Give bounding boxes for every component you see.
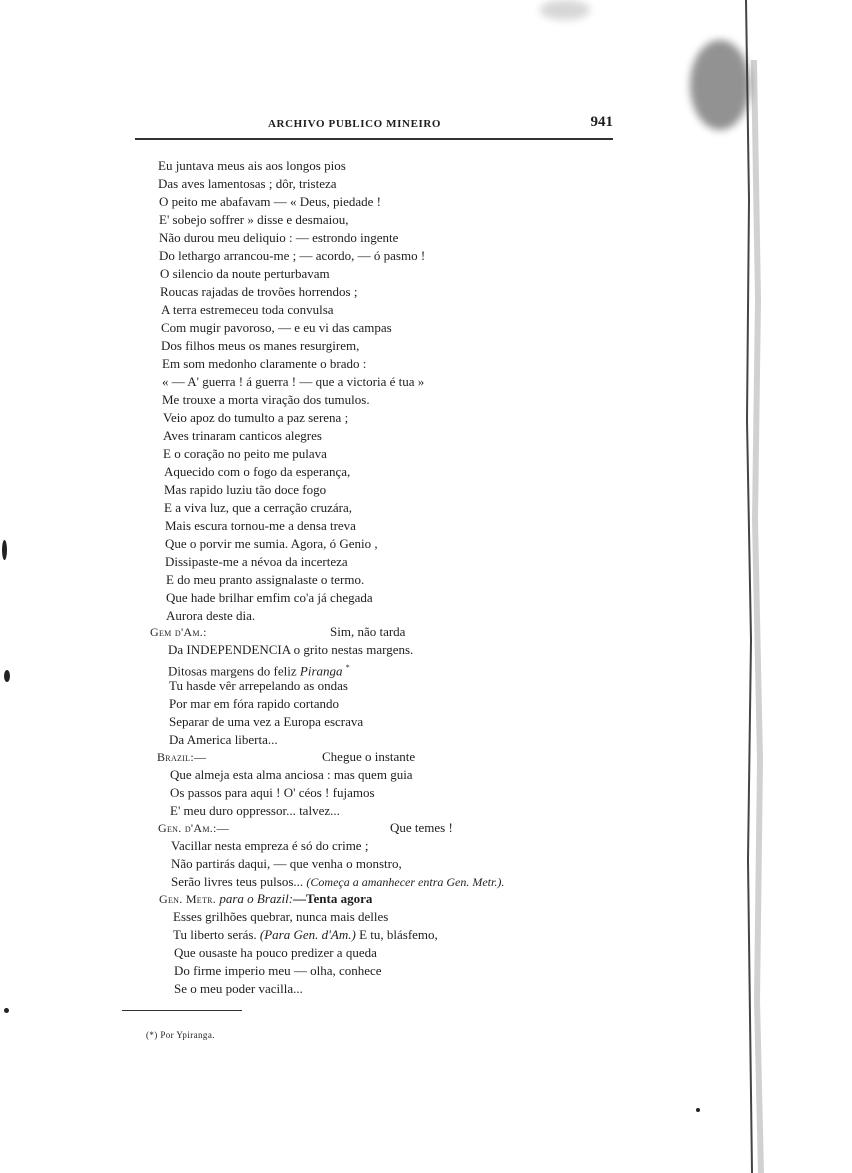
margin-speck [696,1108,700,1112]
speaker-name: Gen. d'Am.:— [158,821,229,835]
verse-line: Eu juntava meus ais aos longos pios [158,158,346,173]
speaker-line [159,890,372,908]
verse-line: Que ousaste ha pouco predizer a queda [174,945,377,960]
verse-line: Mais escura tornou-me a densa treva [165,518,356,533]
verse-line: Que hade brilhar emfim co'a já chegada [166,590,373,605]
speech-text: Sim, não tarda [330,624,406,639]
verse-line: Vacillar nesta empreza é só do crime ; [171,838,369,853]
verse-line: Não partirás daqui, — que venha o monstro, [171,856,402,871]
page-binding-edge [740,0,770,1173]
verse-line: Em som medonho claramente o brado : [162,356,367,371]
verse-line [171,873,504,891]
verse-line: Aves trinaram canticos alegres [163,428,322,443]
verse-line: Do lethargo arrancou-me ; — acordo, — ó pasmo ! [159,248,426,263]
verse-line: E' sobejo soffrer » disse e desmaiou, [159,212,349,227]
verse-line: Da America liberta... [169,732,278,747]
verse-line: E do meu pranto assignalaste o termo. [166,572,365,587]
ink-stain-small [540,0,590,20]
verse-line: O silencio da noute perturbavam [160,266,330,281]
stage-direction: para o Brazil: [219,891,294,906]
verse-line: Dos filhos meus os manes resurgirem, [161,338,360,353]
verse-text: Tu liberto serás. [173,927,257,942]
header-rule [135,138,613,140]
page-number: 941 [590,114,613,130]
margin-speck [4,670,10,682]
verse-line: Não durou meu deliquio : — estrondo ingente [159,230,399,245]
verse-line: Que o porvir me sumia. Agora, ó Genio , [165,536,378,551]
footnote-marker: * [345,663,350,672]
verse-text: E tu, blásfemo, [359,927,438,942]
footnote: (*) Por Ypiranga. [146,1030,215,1040]
speaker-line [157,748,416,766]
speaker-line [150,623,406,641]
verse-line: Com mugir pavoroso, — e eu vi das campas [161,320,392,335]
speaker-name: Gen. Metr. [159,892,217,906]
speech-text: Que temes ! [390,820,453,835]
speech-text: Chegue o instante [322,749,416,764]
verse-line: Do firme imperio meu — olha, conhece [174,963,382,978]
speaker-name: Gem d'Am.: [150,625,207,639]
verse-line: Das aves lamentosas ; dôr, tristeza [158,176,337,191]
verse-line: Me trouxe a morta viração dos tumulos. [162,392,370,407]
footnote-rule [122,1010,242,1011]
verse-line: E a viva luz, que a cerração cruzára, [164,500,353,515]
ink-stain-top [690,40,750,130]
verse-text: Serão livres teus pulsos... [171,874,304,889]
verse-line: Se o meu poder vacilla... [174,981,303,996]
verse-line: Aurora deste dia. [166,608,256,623]
stage-direction: (Para Gen. d'Am.) [259,927,356,942]
verse-line: E' meu duro oppressor... talvez... [170,803,340,818]
margin-speck [2,540,7,560]
speaker-line [158,819,453,837]
place-name: Piranga [299,663,343,679]
margin-speck [4,1008,9,1013]
verse-line [173,926,438,943]
verse-line: Que almeja esta alma anciosa : mas quem guia [170,767,413,782]
verse-text: Ditosas margens do feliz [168,663,297,679]
verse-line: A terra estremeceu toda convulsa [161,302,334,317]
verse-line: Separar de uma vez a Europa escrava [169,714,364,729]
running-header [268,114,613,136]
verse-line: O peito me abafavam — « Deus, piedade ! [159,194,382,209]
verse-line: Veio apoz do tumulto a paz serena ; [163,410,349,425]
verse-line: Roucas rajadas de trovões horrendos ; [160,284,358,299]
running-title: ARCHIVO PUBLICO MINEIRO [268,118,442,130]
speech-text: —Tenta agora [293,891,373,906]
verse-line: Esses grilhões quebrar, nunca mais delles [173,909,389,924]
verse-line: Por mar em fóra rapido cortando [169,696,340,711]
verse-line: Da INDEPENDENCIA o grito nestas margens. [168,642,414,657]
stage-direction: (Começa a amanhecer entra Gen. Metr.). [306,875,505,889]
verse-line: Dissipaste-me a névoa da incerteza [165,554,348,569]
speaker-name: Brazil:— [157,750,207,764]
verse-line: E o coração no peito me pulava [163,446,327,461]
verse-line: Os passos para aqui ! O' céos ! fujamos [170,785,375,800]
verse-line: Mas rapido luziu tão doce fogo [164,482,327,497]
verse-line: Aquecido com o fogo da esperança, [164,464,351,479]
verse-line: « — A' guerra ! á guerra ! — que a victoria é tua » [162,374,425,389]
verse-line: Tu hasde vêr arrepelando as ondas [169,678,348,693]
